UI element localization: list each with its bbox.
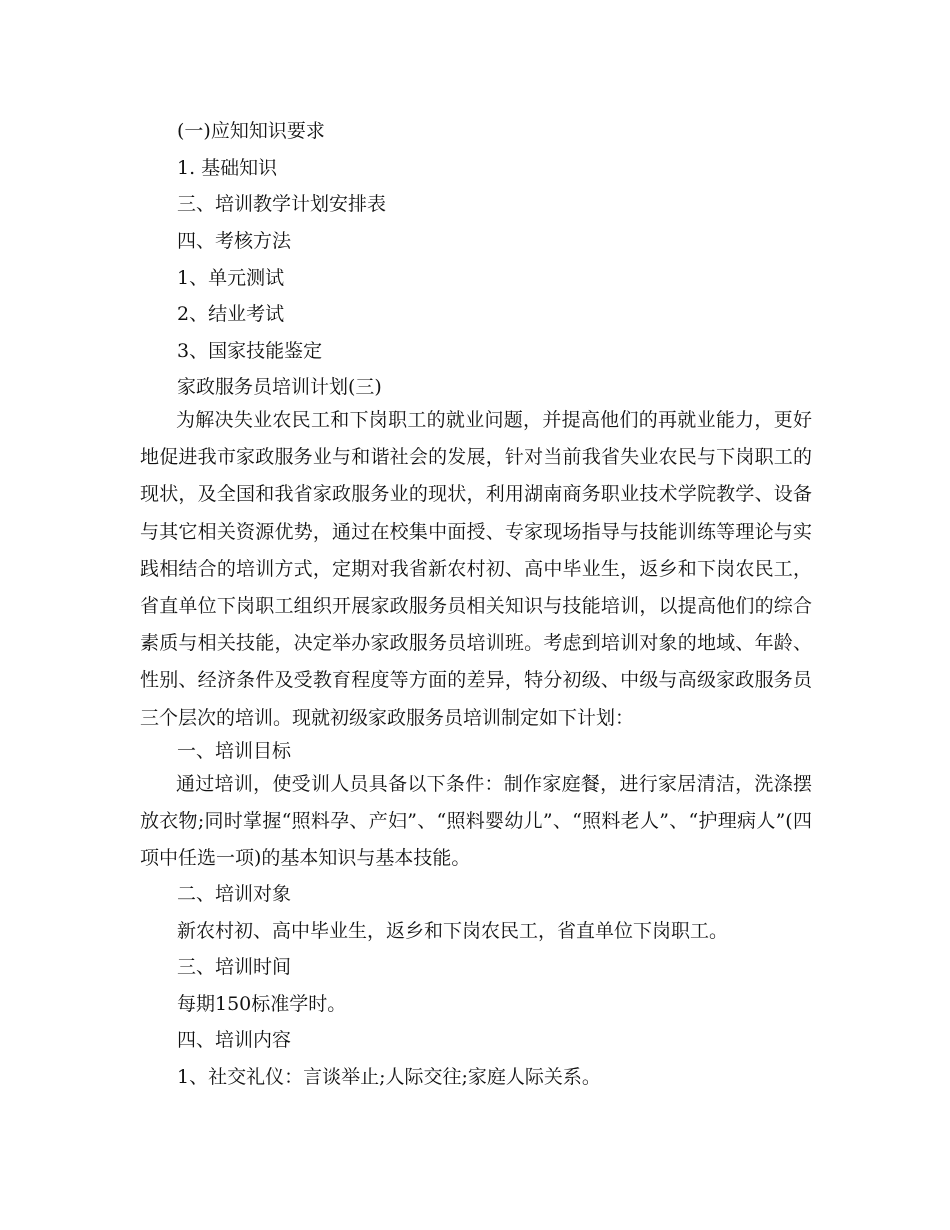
- section-heading-target: 二、培训对象: [177, 883, 292, 905]
- document-subtitle: 家政服务员培训计划(三): [177, 376, 382, 398]
- target-text: 新农村初、高中毕业生，返乡和下岗农民工，省直单位下岗职工。: [177, 920, 729, 942]
- goals-paragraph: 通过培训，使受训人员具备以下条件：制作家庭餐，进行家居清洁，洗涤摆放衣物;同时掌握“照料孕、产妇”、“照料婴幼儿”、“照料老人”、“护理病人”(四项中任选一项)的基本知识与基本技能。: [140, 773, 812, 870]
- item-unit-test: 1、单元测试: [177, 267, 285, 289]
- section-heading-time: 三、培训时间: [177, 956, 292, 978]
- heading-assessment-method: 四、考核方法: [177, 230, 292, 252]
- item-final-exam: 2、结业考试: [177, 303, 285, 325]
- intro-paragraph: 为解决失业农民工和下岗职工的就业问题，并提高他们的再就业能力，更好地促进我市家政服务业与和谐社会的发展，针对当前我省失业农民与下岗职工的现状，及全国和我省家政服务业的现状，利用湖南商务职业技术学院教学、设备与其它相关资源优势，通过在校集中面授、专家现场指导与技能训练等理论与实践相结合的培训方式，定期对我省新农村初、高中毕业生，返乡和下岗农民工，省直单位下岗职工组织开展家政服务员相关知识与技能培训，以提高他们的综合素质与相关技能，决定举办家政服务员培训班。考虑到培训对象的地域、年龄、性别、经济条件及受教育程度等方面的差异，特分初级、中级与高级家政服务员三个层次的培训。现就初级家政服务员培训制定如下计划：: [140, 409, 812, 729]
- section-heading-content: 四、培训内容: [177, 1029, 292, 1051]
- heading-teaching-schedule: 三、培训教学计划安排表: [177, 193, 387, 215]
- section-heading-goals: 一、培训目标: [177, 740, 292, 762]
- item-national-skill-appraisal: 3、国家技能鉴定: [177, 340, 323, 362]
- content-item-etiquette: 1、社交礼仪：言谈举止;人际交往;家庭人际关系。: [177, 1066, 601, 1088]
- item-basic-knowledge: 1. 基础知识: [177, 157, 278, 179]
- heading-knowledge-requirements: (一)应知知识要求: [177, 120, 325, 142]
- time-text: 每期150标准学时。: [177, 993, 347, 1015]
